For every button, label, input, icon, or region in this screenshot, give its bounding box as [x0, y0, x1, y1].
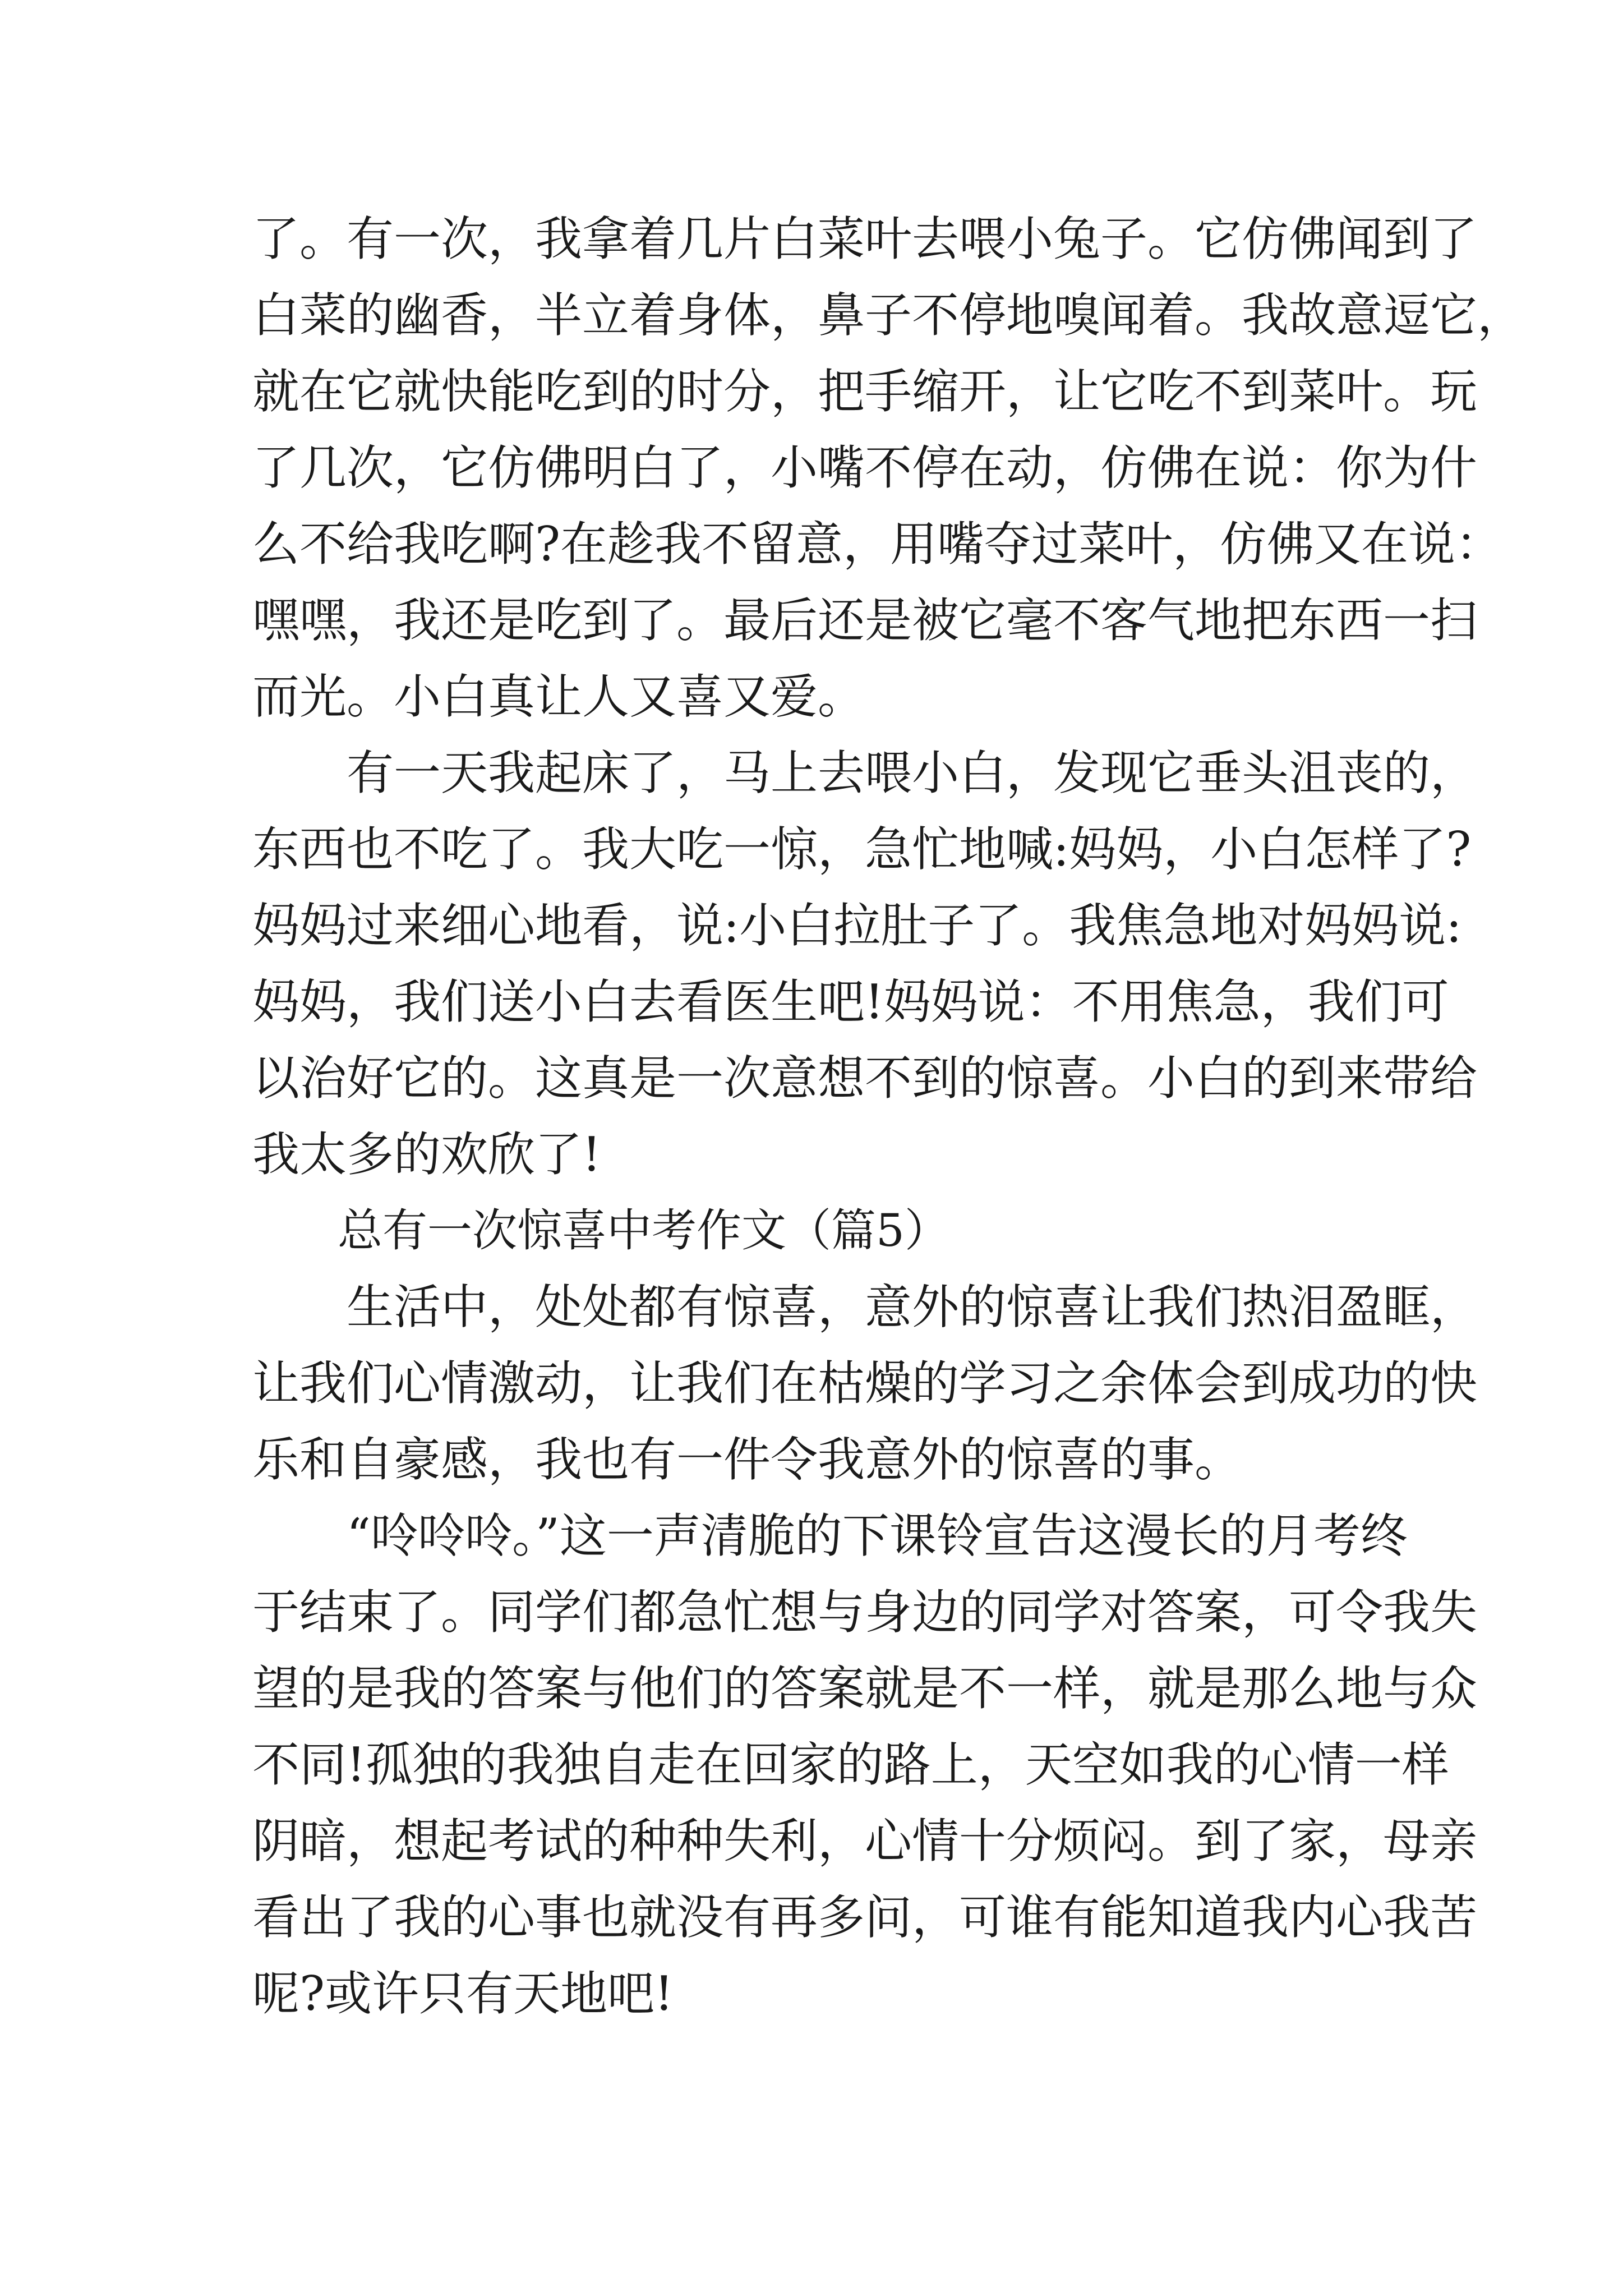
text-line: “呤呤呤。”这一声清脆的下课铃宣告这漫长的月考终	[347, 1508, 1408, 1563]
text-line: 让我们心情激动，让我们在枯燥的学习之余体会到成功的快	[252, 1356, 1478, 1411]
text-line: 妈妈过来细心地看，说:小白拉肚子了。我焦急地对妈妈说:	[252, 898, 1462, 953]
text-line: 嘿嘿，我还是吃到了。最后还是被它毫不客气地把东西一扫	[252, 593, 1478, 648]
text-line: 我太多的欢欣了!	[252, 1127, 601, 1182]
text-line: 了。有一次，我拿着几片白菜叶去喂小兔子。它仿佛闻到了	[252, 211, 1478, 266]
text-line: 就在它就快能吃到的时分，把手缩开，让它吃不到菜叶。玩	[252, 364, 1478, 419]
text-line: 而光。小白真让人又喜又爱。	[252, 669, 865, 724]
text-line: 白菜的幽香，半立着身体，鼻子不停地嗅闻着。我故意逗它，	[252, 288, 1525, 343]
section-heading: 总有一次惊喜中考作文（篇5）	[338, 1204, 949, 1257]
text-line: 乐和自豪感，我也有一件令我意外的惊喜的事。	[252, 1432, 1242, 1487]
text-line: 了几次，它仿佛明白了，小嘴不停在动，仿佛在说：你为什	[252, 440, 1478, 495]
document-body	[252, 201, 1525, 2032]
text-line: 东西也不吃了。我大吃一惊，急忙地喊:妈妈，小白怎样了?	[252, 822, 1472, 877]
text-line: 阴暗，想起考试的种种失利，心情十分烦闷。到了家，母亲	[252, 1814, 1478, 1869]
text-line: 于结束了。同学们都急忙想与身边的同学对答案，可令我失	[252, 1585, 1478, 1640]
text-line: 妈妈，我们送小白去看医生吧!妈妈说：不用焦急，我们可	[252, 974, 1449, 1029]
text-line: 不同!孤独的我独自走在回家的路上，天空如我的心情一样	[252, 1737, 1449, 1792]
text-line: 呢?或许只有天地吧!	[252, 1966, 674, 2021]
text-line: 看出了我的心事也就没有再多问，可谁有能知道我内心我苦	[252, 1890, 1478, 1945]
text-line: 么不给我吃啊?在趁我不留意，用嘴夺过菜叶，仿佛又在说：	[252, 517, 1503, 572]
text-line: 有一天我起床了，马上去喂小白，发现它垂头沮丧的，	[347, 746, 1478, 800]
text-line: 望的是我的答案与他们的答案就是不一样，就是那么地与众	[252, 1661, 1478, 1716]
text-line: 以治好它的。这真是一次意想不到的惊喜。小白的到来带给	[252, 1051, 1478, 1106]
text-line: 生活中，处处都有惊喜，意外的惊喜让我们热泪盈眶，	[347, 1280, 1478, 1335]
